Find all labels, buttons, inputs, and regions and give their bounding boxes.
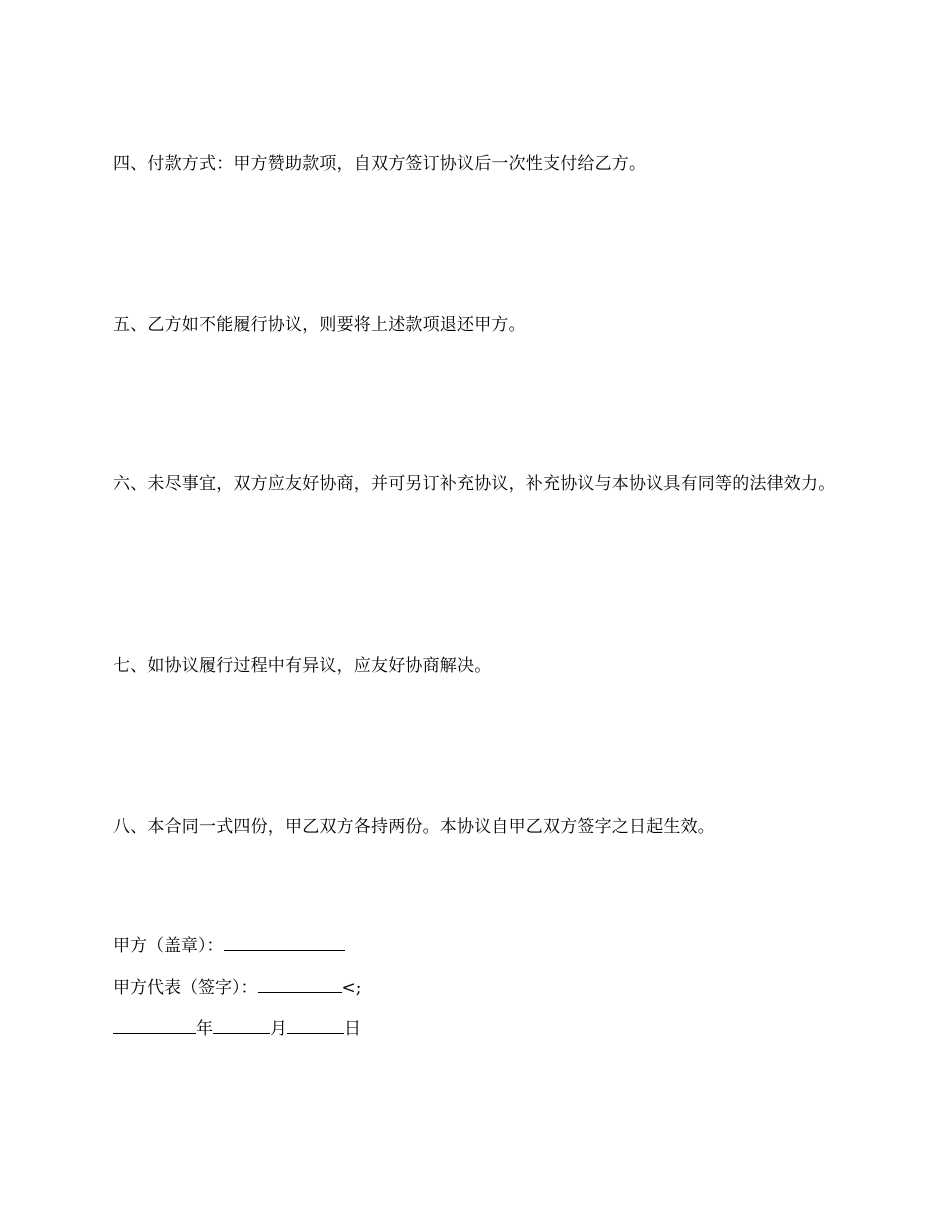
clause-4-payment: 四、付款方式：甲方赞助款项，自双方签订协议后一次性支付给乙方。	[113, 154, 647, 174]
day-blank[interactable]	[287, 1017, 344, 1034]
party-a-rep-suffix: <;	[341, 978, 362, 998]
party-a-seal-blank[interactable]	[224, 934, 345, 951]
year-blank[interactable]	[113, 1017, 196, 1034]
clause-8-copies: 八、本合同一式四份，甲乙双方各持两份。本协议自甲乙双方签字之日起生效。	[113, 817, 715, 837]
clause-5-refund: 五、乙方如不能履行协议，则要将上述款项退还甲方。	[113, 315, 526, 335]
day-label: 日	[344, 1019, 361, 1039]
party-a-seal-line	[113, 934, 345, 957]
party-a-seal-label: 甲方（盖章）：	[113, 936, 224, 956]
party-a-rep-line	[113, 976, 361, 999]
clause-6-supplement: 六、未尽事宜，双方应友好协商，并可另订补充协议，补充协议与本协议具有同等的法律效力。	[113, 474, 836, 494]
party-a-rep-blank[interactable]	[258, 976, 342, 993]
month-label: 月	[270, 1019, 287, 1039]
party-a-rep-label: 甲方代表（签字）：	[113, 978, 258, 998]
year-label: 年	[196, 1019, 213, 1039]
month-blank[interactable]	[213, 1017, 270, 1034]
date-line	[113, 1017, 361, 1040]
clause-7-dispute: 七、如协议履行过程中有异议，应友好协商解决。	[113, 656, 492, 676]
